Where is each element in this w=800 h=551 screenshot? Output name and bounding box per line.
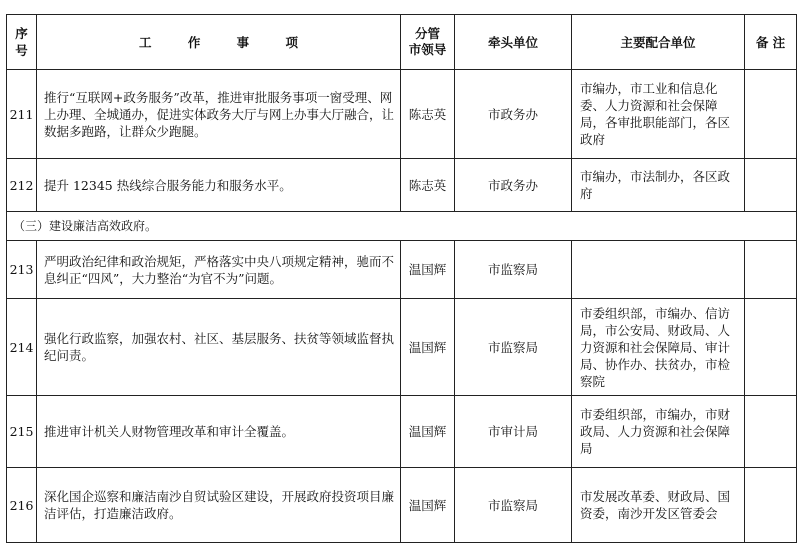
header-leader — [401, 15, 455, 70]
table-row — [7, 299, 797, 396]
row-remark — [745, 70, 797, 159]
row-coop: 市编办，市工业和信息化委、人力资源和社会保障局，各审批职能部门，各区政府 — [572, 70, 745, 159]
row-lead: 市政务办 — [455, 159, 572, 212]
row-remark — [745, 241, 797, 299]
row-leader: 温国辉 — [401, 468, 455, 543]
row-leader: 陈志英 — [401, 159, 455, 212]
row-leader: 温国辉 — [401, 241, 455, 299]
row-lead: 市监察局 — [455, 299, 572, 396]
row-item: 推进审计机关人财物管理改革和审计全覆盖。 — [37, 396, 401, 468]
section-row — [7, 212, 797, 241]
row-no: 214 — [7, 299, 37, 396]
header-item-text: 工 作 事 项 — [138, 34, 299, 50]
row-item: 强化行政监察，加强农村、社区、基层服务、扶贫等领域监督执纪问责。 — [37, 299, 401, 396]
header-leader-line2: 市领导 — [408, 42, 447, 57]
row-leader: 温国辉 — [401, 299, 455, 396]
row-lead: 市监察局 — [455, 468, 572, 543]
table-row — [7, 159, 797, 212]
row-leader: 陈志英 — [401, 70, 455, 159]
section-title: （三）建设廉洁高效政府。 — [7, 212, 797, 241]
work-items-table-container — [6, 14, 796, 543]
row-no: 215 — [7, 396, 37, 468]
row-no: 212 — [7, 159, 37, 212]
row-remark — [745, 468, 797, 543]
row-no: 211 — [7, 70, 37, 159]
header-row — [7, 15, 797, 70]
row-leader: 温国辉 — [401, 396, 455, 468]
header-no: 序号 — [7, 15, 37, 70]
row-remark — [745, 396, 797, 468]
row-remark — [745, 159, 797, 212]
table-row — [7, 70, 797, 159]
header-coop: 主要配合单位 — [572, 15, 745, 70]
row-item: 提升 12345 热线综合服务能力和服务水平。 — [37, 159, 401, 212]
row-coop: 市发展改革委、财政局、国资委，南沙开发区管委会 — [572, 468, 745, 543]
row-lead: 市审计局 — [455, 396, 572, 468]
header-remark: 备 注 — [745, 15, 797, 70]
row-remark — [745, 299, 797, 396]
table-row — [7, 396, 797, 468]
row-no: 216 — [7, 468, 37, 543]
row-item: 严明政治纪律和政治规矩，严格落实中央八项规定精神，驰而不息纠正“四风”，大力整治“为官不为”问题。 — [37, 241, 401, 299]
work-items-table — [6, 14, 797, 543]
row-no: 213 — [7, 241, 37, 299]
row-lead: 市政务办 — [455, 70, 572, 159]
row-item: 推行“互联网+政务服务”改革，推进审批服务事项一窗受理、网上办理、全城通办，促进实体政务大厅与网上办事大厅融合，让数据多跑路，让群众少跑腿。 — [37, 70, 401, 159]
row-coop: 市编办，市法制办，各区政府 — [572, 159, 745, 212]
row-coop: 市委组织部，市编办，市财政局、人力资源和社会保障局 — [572, 396, 745, 468]
row-coop: 市委组织部，市编办、信访局，市公安局、财政局、人力资源和社会保障局、审计局、协作办、扶贫办，市检察院 — [572, 299, 745, 396]
header-item — [37, 15, 401, 70]
table-row — [7, 241, 797, 299]
row-item: 深化国企巡察和廉洁南沙自贸试验区建设，开展政府投资项目廉洁评估，打造廉洁政府。 — [37, 468, 401, 543]
row-lead: 市监察局 — [455, 241, 572, 299]
row-coop — [572, 241, 745, 299]
header-leader-line1: 分管 — [414, 26, 440, 41]
table-row — [7, 468, 797, 543]
header-lead: 牵头单位 — [455, 15, 572, 70]
